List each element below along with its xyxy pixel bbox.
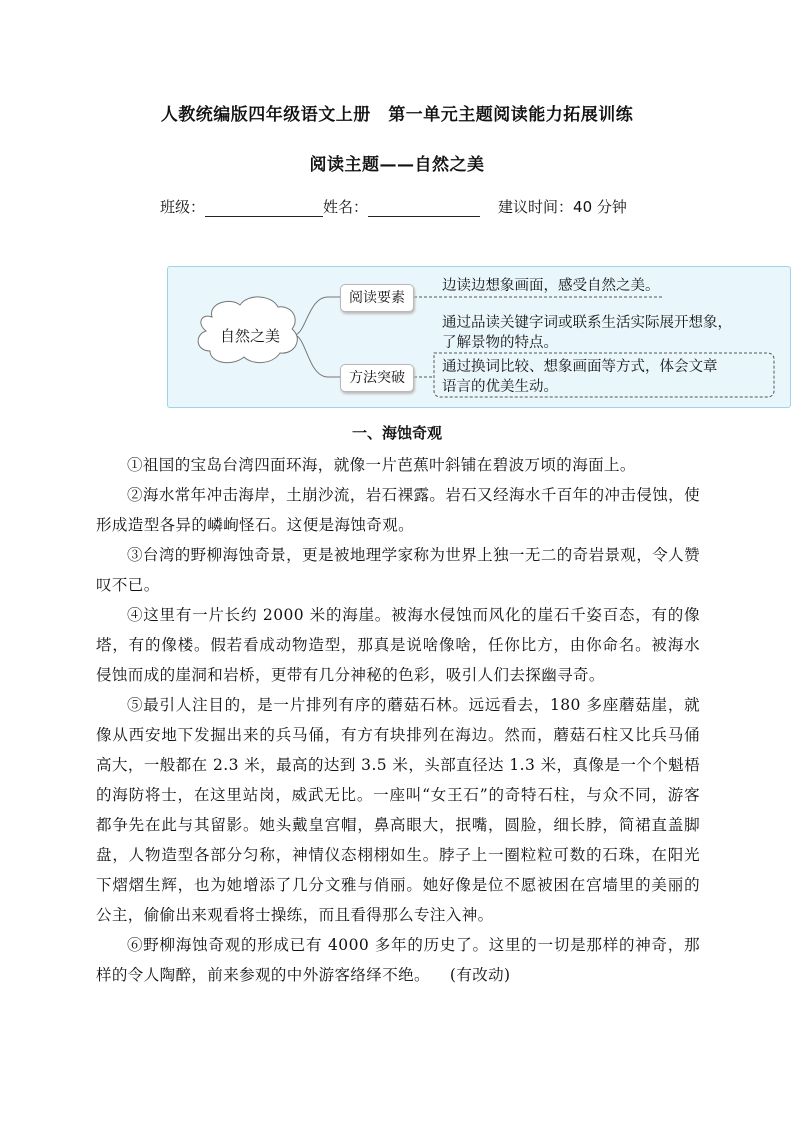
name-label: 姓名： — [323, 198, 369, 216]
paragraph-1: ①祖国的宝岛台湾四面环海，就像一片芭蕉叶斜铺在碧波万顷的海面上。 — [127, 456, 636, 474]
suggested-time: 建议时间：40 分钟 — [498, 198, 627, 216]
source-note: (有改动) — [449, 966, 511, 984]
page-title: 人教统编版四年级语文上册 第一单元主题阅读能力拓展训练 — [160, 105, 634, 125]
class-label: 班级： — [160, 198, 206, 216]
paragraph-6 — [96, 930, 700, 990]
leaf-reading-element-text: 边读边想象画面，感受自然之美。 — [442, 278, 660, 294]
mind-map-center-node: 自然之美 — [219, 327, 280, 345]
paragraph-4: ④这里有一片长约 2000 米的海崖。被海水侵蚀而风化的崖石千姿百态，有的像塔，有的像楼。假若看成动物造型，那真是说啥像啥，任你比方，由你命名。被海水侵蚀而成的崖洞和岩桥，更带有几分神秘的色彩，吸引人们去探幽寻奇。 — [96, 606, 700, 684]
name-field[interactable] — [368, 198, 480, 217]
section-heading: 一、海蚀奇观 — [351, 424, 442, 442]
paragraph-3: ③台湾的野柳海蚀奇景，更是被地理学家称为世界上独一无二的奇岩景观，令人赞叹不已。 — [96, 546, 700, 594]
paragraph-5: ⑤最引人注目的，是一片排列有序的蘑菇石林。远远看去，180 多座蘑菇崖，就像从西安地下发掘出来的兵马俑，有方有块排列在海边。然而，蘑菇石柱又比兵马俑高大，一般都在 2.3 米，最高的达到 3.5 米，头部直径达 1.3 米，真像是一个个魁梧的海防将士，在这里站岗，威武无比。一座叫“女王石”的奇特石柱，与众不同，游客都争先在此与其留影。她头戴皇宫帽，鼻高眼大，抿嘴，圆脸，细长脖，简裙直盖脚盘，人物造型各部分匀称，神情仪态栩栩如生。脖子上一圈粒粒可数的石珠，在阳光下熠熠生辉，也为她增添了几分文雅与俏丽。她好像是位不愿被困在宫墙里的美丽的公主，偷偷出来观看将士操练，而且看得那么专注入神。 — [96, 696, 700, 924]
paragraph-6-text: ⑥野柳海蚀奇观的形成已有 4000 多年的历史了。这里的一切是那样的神奇，那样的令人陶醉，前来参观的中外游客络绎不绝。 — [96, 936, 700, 984]
leaf-method-text-1: 通过品读关键字词或联系生活实际展开想象， 了解景物的特点。 — [442, 315, 732, 351]
leaf-method-text-2: 通过换词比较、想象画面等方式，体会文章 语言的优美生动。 — [442, 359, 718, 395]
class-field[interactable] — [205, 198, 323, 217]
branch-reading-element: 阅读要素 — [340, 284, 414, 312]
paragraph-2: ②海水常年冲击海岸，土崩沙流，岩石裸露。岩石又经海水千百年的冲击侵蚀，使形成造型各异的嶙峋怪石。这便是海蚀奇观。 — [96, 486, 700, 534]
article-body — [96, 450, 700, 990]
mind-map — [167, 266, 791, 408]
student-info-row — [160, 196, 627, 217]
branch-method-breakthrough: 方法突破 — [340, 364, 414, 392]
reading-theme-title: 阅读主题——自然之美 — [309, 155, 485, 175]
